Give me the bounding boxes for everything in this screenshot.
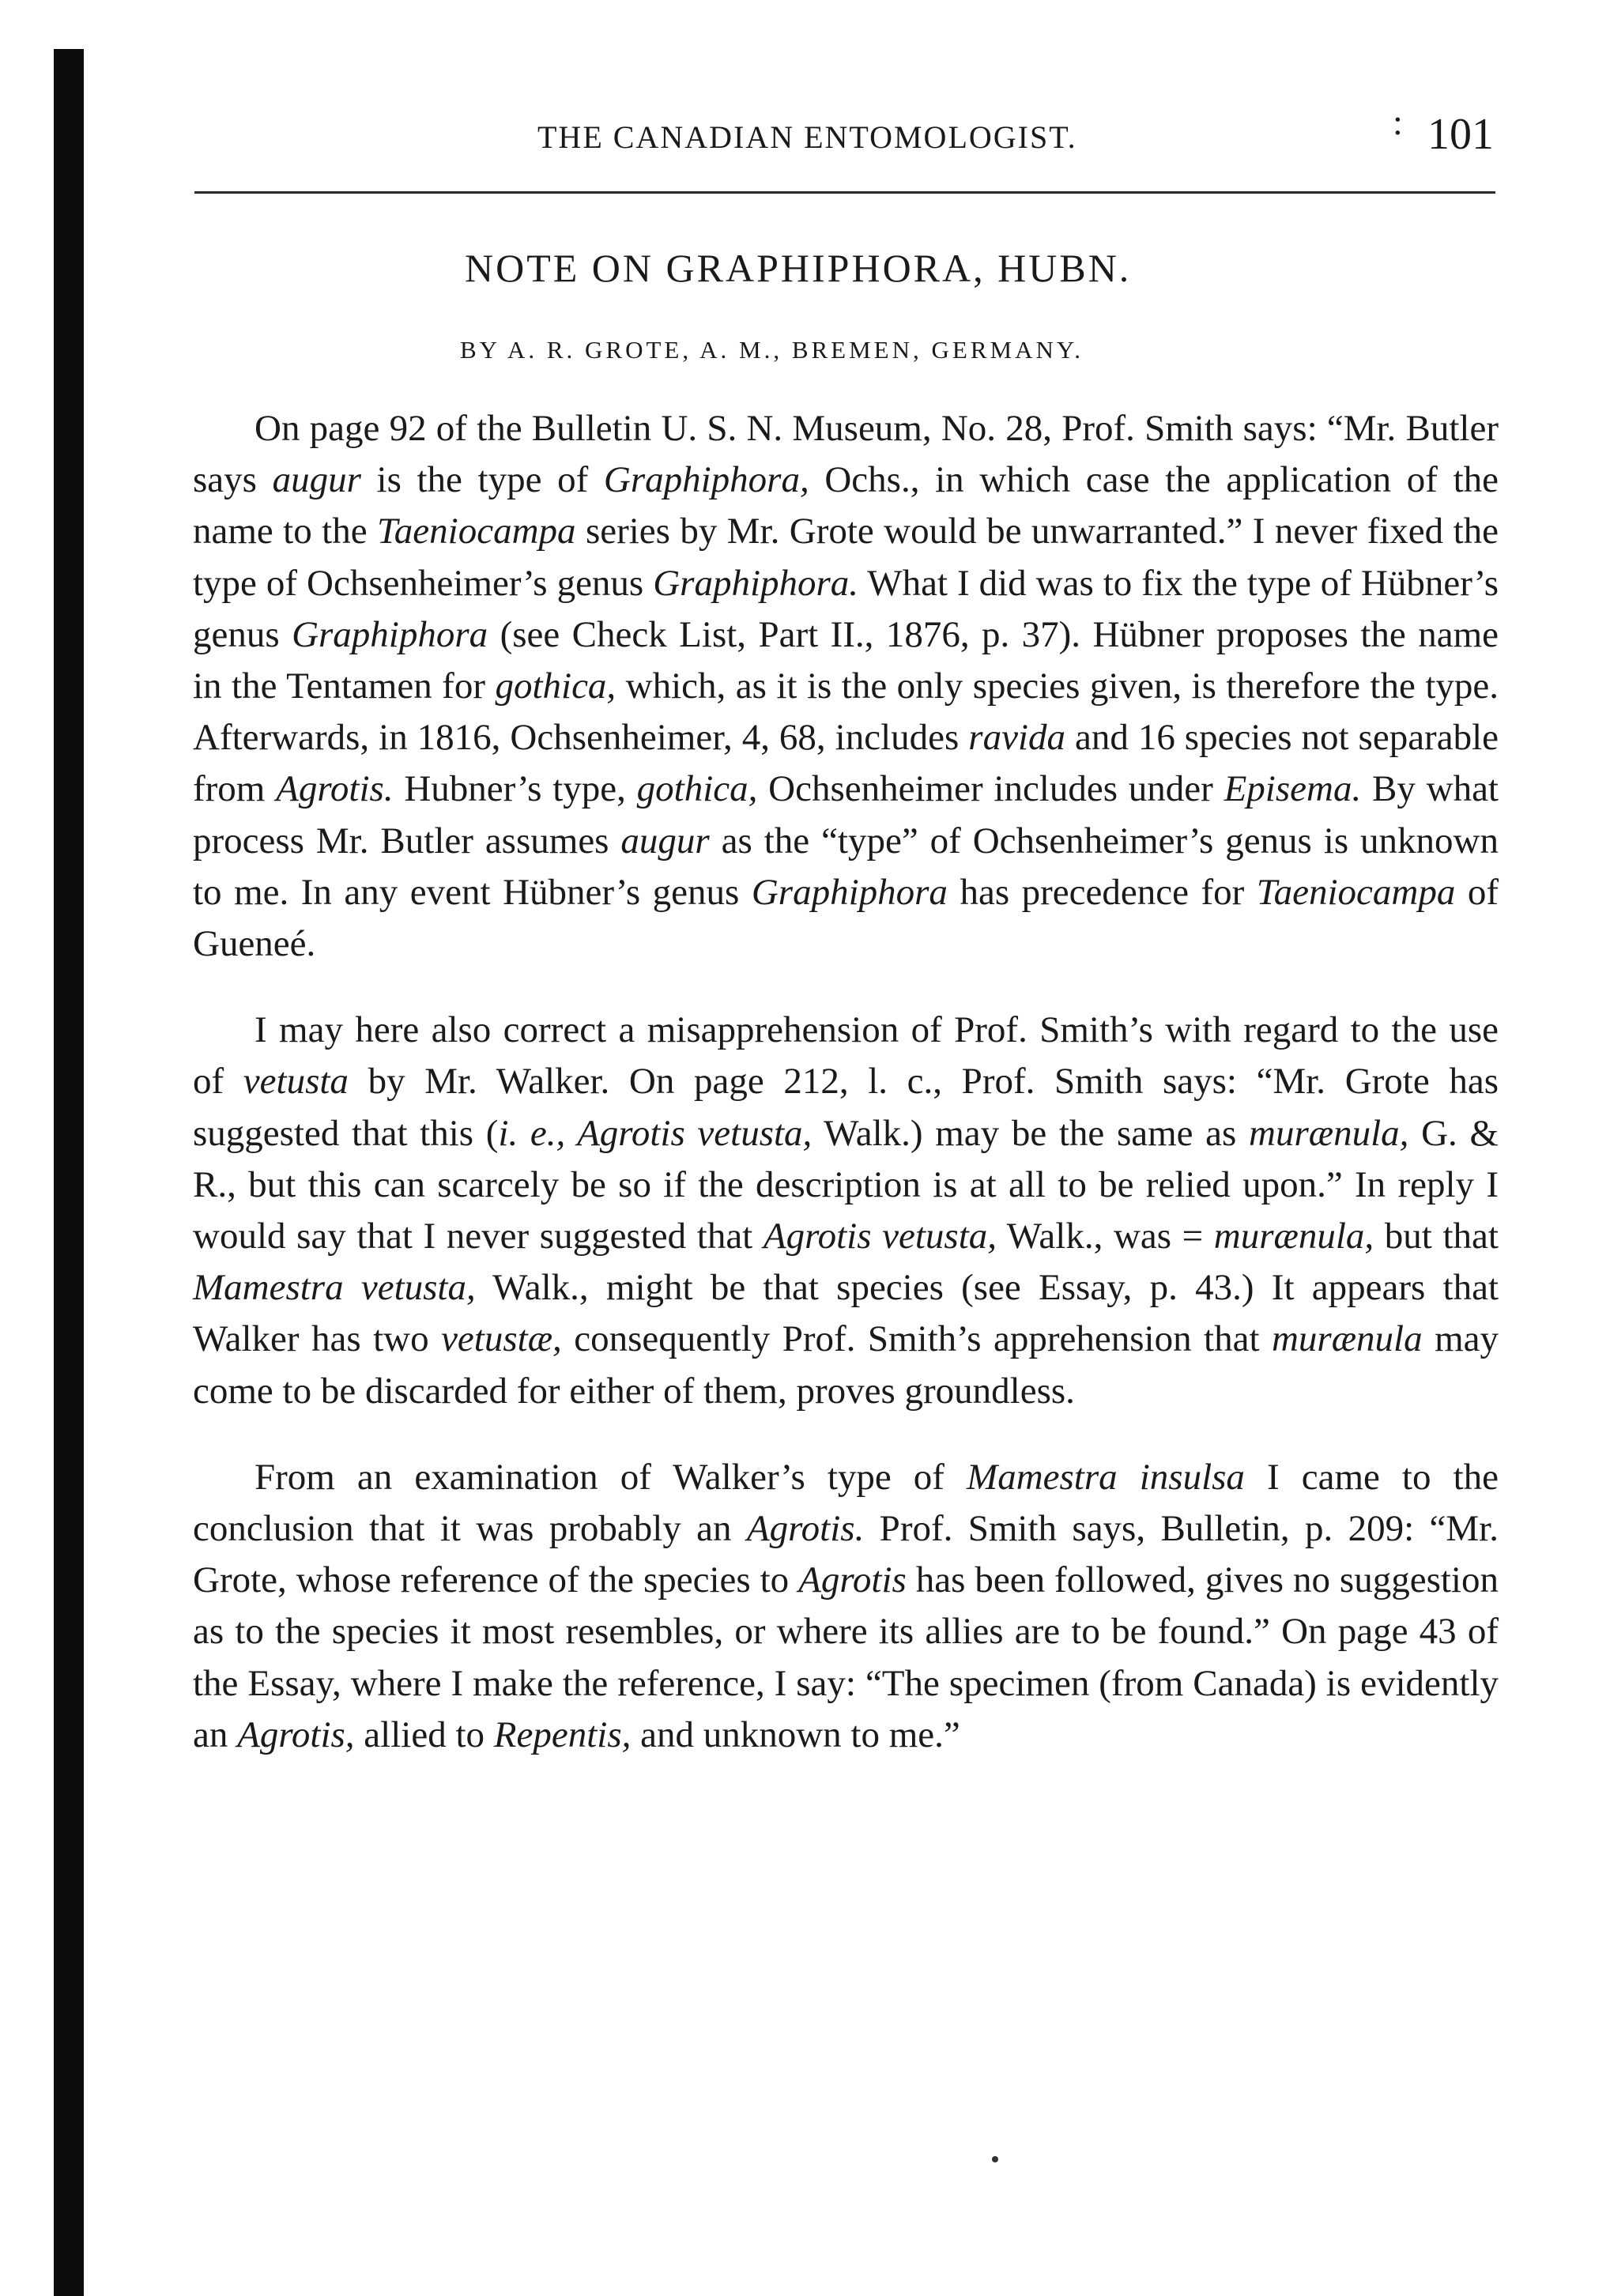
text-run: Prof. Smith says, Bulletin, p. 209: “Mr. Grote, whose reference of the species to xyxy=(193,1508,1499,1601)
article-body xyxy=(193,403,1499,1796)
text-run: and unknown to me.” xyxy=(631,1714,960,1755)
header-rule xyxy=(194,191,1495,194)
italic-term: gothica, xyxy=(495,665,616,707)
italic-term: Agrotis, xyxy=(237,1714,355,1755)
italic-term: Agrotis. xyxy=(276,768,394,810)
italic-term: ravida xyxy=(968,717,1065,759)
binding-edge xyxy=(54,49,84,2296)
italic-term: Mamestra insulsa xyxy=(967,1456,1245,1498)
text-run: I may here also correct a misapprehension of Prof. Smith’s with regard to the use of xyxy=(193,1009,1499,1103)
text-run: Walk., might be that species (see Essay, p. 43.) It appears that Walker has two xyxy=(193,1267,1499,1360)
text-run: series by Mr. Grote would be unwarranted.” I never fixed the type of Ochsenheimer’s genus xyxy=(193,511,1499,604)
italic-term: augur xyxy=(272,459,361,501)
italic-term: Taeniocampa xyxy=(1256,871,1456,913)
text-run: (see Check List, Part II., 1876, p. 37). Hübner proposes the name in the Tentamen for xyxy=(193,613,1499,707)
text-run: is the type of xyxy=(360,459,604,501)
italic-term: vetusta xyxy=(243,1061,349,1103)
text-run: From an examination of Walker’s type of xyxy=(255,1456,967,1498)
text-run: What I did was to fix the type of Hübner’s genus xyxy=(193,562,1499,655)
text-run: which, as it is the only species given, is therefore the type. Afterwards, in 1816, Ochsenheimer, 4, 68, includes xyxy=(193,665,1499,759)
italic-term: augur xyxy=(620,820,710,861)
italic-term: Repentis, xyxy=(493,1714,632,1755)
italic-term: murænula, xyxy=(1213,1216,1374,1257)
text-run: Ochsenheimer includes under xyxy=(757,768,1224,810)
italic-term: Graphiphora xyxy=(292,613,488,655)
italic-term: i. e., Agrotis vetusta, xyxy=(498,1112,813,1154)
italic-term: murænula, xyxy=(1249,1112,1409,1154)
text-run: G. & R., but this can scarcely be so if the description is at all to be relied upon.” In reply I would say that I never suggested that xyxy=(193,1112,1499,1257)
italic-term: Agrotis xyxy=(798,1559,907,1601)
italic-term: Graphiphora. xyxy=(653,562,859,604)
text-run: as the “type” of Ochsenheimer’s genus is unknown to me. In any event Hübner’s genus xyxy=(193,820,1499,913)
italic-term: Graphiphora xyxy=(751,871,948,913)
italic-term: gothica, xyxy=(636,768,758,810)
italic-term: Mamestra vetusta, xyxy=(193,1267,476,1309)
text-run: and 16 species not separable from xyxy=(193,717,1499,810)
text-run: Ochs., in which case the application of the name to the xyxy=(193,459,1499,552)
text-run: Walk.) may be the same as xyxy=(812,1112,1250,1154)
text-run: Walk., was = xyxy=(997,1216,1214,1257)
text-run: of Gueneé. xyxy=(193,871,1499,965)
text-run: has precedence for xyxy=(947,871,1257,913)
page-number: 101 xyxy=(1427,110,1494,159)
text-run: allied to xyxy=(354,1714,494,1755)
italic-term: Agrotis vetusta, xyxy=(763,1216,997,1257)
italic-term: Agrotis. xyxy=(746,1508,865,1550)
italic-term: Graphiphora, xyxy=(603,459,809,501)
text-run: has been followed, gives no suggestion as to the species it most resembles, or where its allies are to be found.” On page 43 of the Essay, where I make the reference, I say: “The specimen (from Canada) is evidently an xyxy=(193,1559,1499,1755)
paragraph-2 xyxy=(193,1005,1499,1417)
stray-mark xyxy=(992,2156,998,2162)
text-run: may come to be discarded for either of them, proves groundless. xyxy=(193,1318,1499,1412)
italic-term: Episema. xyxy=(1224,768,1362,810)
text-run: but that xyxy=(1374,1216,1499,1257)
paragraph-1 xyxy=(193,403,1499,970)
text-run: I came to the conclusion that it was probably an xyxy=(193,1456,1499,1550)
text-run: On page 92 of the Bulletin U. S. N. Museum, No. 28, Prof. Smith says: “Mr. Butler says xyxy=(193,408,1499,501)
text-run: Hubner’s type, xyxy=(393,768,637,810)
italic-term: Taeniocampa xyxy=(376,511,576,552)
running-head: THE CANADIAN ENTOMOLOGIST. xyxy=(537,119,1077,155)
text-run: by Mr. Walker. On page 212, l. c., Prof. Smith says: “Mr. Grote has suggested that this ( xyxy=(193,1061,1499,1154)
italic-term: vetustæ, xyxy=(441,1318,562,1360)
margin-mark: : xyxy=(1393,102,1403,142)
text-run: By what process Mr. Butler assumes xyxy=(193,768,1499,861)
italic-term: murænula xyxy=(1271,1318,1423,1360)
article-title: NOTE ON GRAPHIPHORA, HUBN. xyxy=(465,246,1132,290)
text-run: consequently Prof. Smith’s apprehension that xyxy=(561,1318,1272,1360)
article-byline: BY A. R. GROTE, A. M., BREMEN, GERMANY. xyxy=(460,336,1084,364)
paragraph-3 xyxy=(193,1452,1499,1761)
